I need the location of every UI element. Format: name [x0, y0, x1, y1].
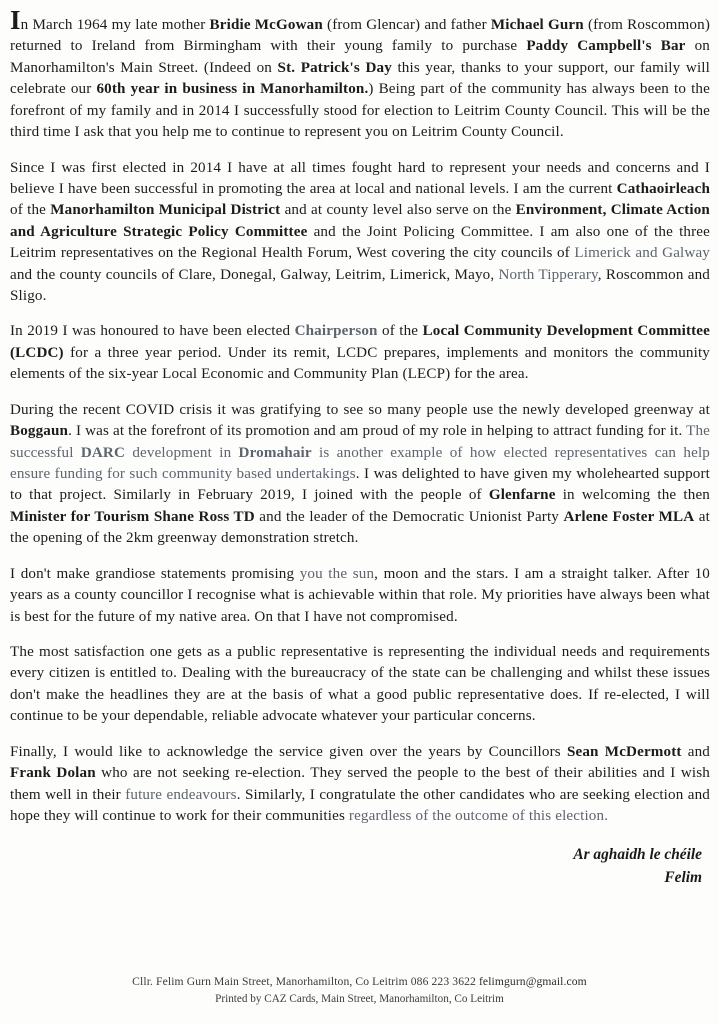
paragraph-4: During the recent COVID crisis it was gratifying to see so many people use the newly developed greenway at Boggaun. I was at the forefront of its promotion and am proud of my role in helping to attract funding for it. The successful DARC development in Dromahair is another example of how elected representatives can help ensure funding for such community based undertakings. I was delighted to have given my wholehearted support to that project. Similarly in February 2019, I joined with the people of Glenfarne in welcoming the then Minister for Tourism Shane Ross TD and the leader of the Democratic Unionist Party Arlene Foster MLA at the opening of the 2km greenway demonstration stretch.	[10, 401, 710, 547]
footer-email[interactable]: felimgurn@gmail.com	[478, 974, 587, 988]
signoff	[10, 843, 710, 889]
footer-printer: Printed by CAZ Cards, Main Street, Manorhamilton, Co Leitrim	[215, 992, 504, 1005]
signoff-name: Felim	[664, 869, 702, 887]
footer-contact-text: Cllr. Felim Gurn Main Street, Manorhamilton, Co Leitrim 086 223 3622	[132, 974, 479, 988]
paragraph-1: In March 1964 my late mother Bridie McGowan (from Glencar) and father Michael Gurn (from Roscommon) returned to Ireland from Birmingham with their young family to purchase Paddy Campbell's Bar on Manorhamilton's Main Street. (Indeed on St. Patrick's Day this year, thanks to your support, our family will celebrate our 60th year in business in Manorhamilton.) Being part of the community has always been to the forefront of my family and in 2014 I successfully stood for election to Leitrim County Council. This will be the third time I ask that you help me to continue to represent you on Leitrim County Council.	[10, 5, 711, 141]
signoff-irish: Ar aghaidh le chéile	[573, 846, 702, 864]
footer-contact-line	[0, 973, 719, 991]
paragraph-3: In 2019 I was honoured to have been elected Chairperson of the Local Community Development Committee (LCDC) for a three year period. Under its remit, LCDC prepares, implements and monitors the community elements of the six-year Local Economic and Community Plan (LECP) for the area.	[10, 323, 711, 383]
footer	[0, 973, 719, 1008]
paragraph-7: Finally, I would like to acknowledge the service given over the years by Councillors Sean McDermott and Frank Dolan who are not seeking re-election. They served the people to the best of their abilities and I wish them well in their future endeavours. Similarly, I congratulate the other candidates who are seeking election and hope they will continue to work for their communities regardless of the outcome of this election.	[10, 743, 711, 824]
paragraph-6: The most satisfaction one gets as a public representative is representing the individual needs and requirements every citizen is entitled to. Dealing with the bureaucracy of the state can be challenging and whilst these issues don't make the headlines they are at the basis of what a good public representative does. If re-elected, I will continue to be your dependable, reliable advocate whatever your particular concerns.	[10, 643, 710, 725]
letter-body	[10, 5, 711, 890]
paragraph-2: Since I was first elected in 2014 I have at all times fought hard to represent your needs and concerns and I believe I have been successful in promoting the area at local and national levels. I am the current Cathaoirleach of the Manorhamilton Municipal District and at county level also serve on the Environment, Climate Action and Agriculture Strategic Policy Committee and the Joint Policing Committee. I am also one of the three Leitrim representatives on the Regional Health Forum, West covering the city councils of Limerick and Galway and the county councils of Clare, Donegal, Galway, Leitrim, Limerick, Mayo, North Tipperary, Roscommon and Sligo.	[10, 159, 710, 305]
paragraph-5: I don't make grandiose statements promising you the sun, moon and the stars. I am a straight talker. After 10 years as a county councillor I recognise what is achievable within that role. My priorities have always been what is best for the future of my native area. On that I have not compromised.	[10, 565, 710, 625]
